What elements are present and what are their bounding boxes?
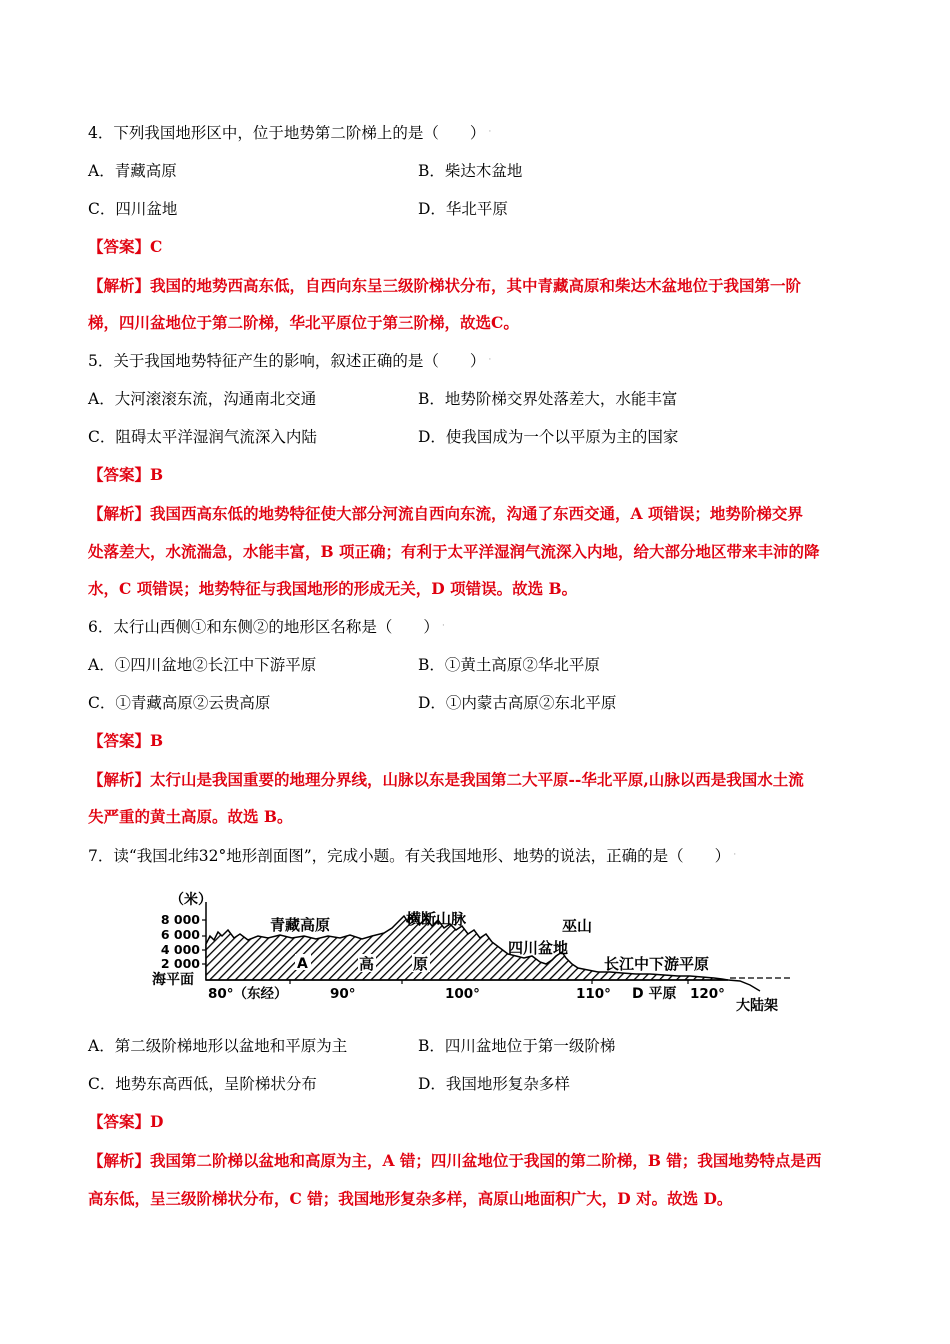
q7-option-d: D．我国地形复杂多样 xyxy=(418,1075,570,1093)
label-qingzang-plateau: 青藏高原 xyxy=(270,916,331,934)
label-sichuan-basin: 四川盆地 xyxy=(508,939,569,957)
q5-option-c: C．阻碍太平洋湿润气流深入内陆 xyxy=(88,428,317,446)
label-a: A xyxy=(297,956,308,972)
label-yuan: 原 xyxy=(413,955,429,973)
x-tick-100: 100° xyxy=(445,986,480,1002)
q5-option-d: D．使我国成为一个以平原为主的国家 xyxy=(418,428,679,446)
label-gao: 高 xyxy=(359,955,375,973)
q4-analysis-line-2: 梯，四川盆地位于第二阶梯，华北平原位于第三阶梯，故选C。 xyxy=(88,313,519,332)
q7-option-b: B．四川盆地位于第一级阶梯 xyxy=(418,1037,616,1055)
q6-option-c: C．①青藏高原②云贵高原 xyxy=(88,694,271,712)
label-hengduan-mountains: 横断山脉 xyxy=(406,910,467,928)
label-d-plain: D 平原 xyxy=(632,986,677,1002)
x-tick-110: 110° xyxy=(576,986,611,1002)
x-tick-80: 80°（东经） xyxy=(208,986,288,1002)
q4-option-c: C．四川盆地 xyxy=(88,200,178,218)
sea-level-label: 海平面 xyxy=(152,972,194,988)
q4-analysis-line-1: 【解析】我国的地势西高东低，自西向东呈三级阶梯状分布，其中青藏高原和柴达木盆地位于我国第一阶 xyxy=(88,276,802,295)
q4-option-d: D．华北平原 xyxy=(418,200,508,218)
q6-analysis-line-1: 【解析】太行山是我国重要的地理分界线，山脉以东是我国第二大平原--华北平原,山脉以西是我国水土流 xyxy=(88,770,804,789)
terrain-profile-diagram xyxy=(150,886,795,1016)
q5-analysis-line-2: 处落差大，水流湍急，水能丰富，B 项正确；有利于太平洋湿润气流深入内地，给大部分地区带来丰沛的降 xyxy=(88,542,820,561)
q6-answer: 【答案】B xyxy=(88,731,164,750)
x-tick-90: 90° xyxy=(330,986,356,1002)
q6-option-a: A．①四川盆地②长江中下游平原 xyxy=(88,656,317,674)
q7-option-a: A．第二级阶梯地形以盆地和平原为主 xyxy=(88,1037,348,1055)
q5-analysis-line-1: 【解析】我国西高东低的地势特征使大部分河流自西向东流，沟通了东西交通，A 项错误；地势阶梯交界 xyxy=(88,504,803,523)
q7-analysis-line-2: 高东低，呈三级阶梯状分布，C 错；我国地形复杂多样，高原山地面积广大，D 对。故选 D。 xyxy=(88,1189,733,1208)
q5-answer: 【答案】B xyxy=(88,465,164,484)
q7-answer: 【答案】D xyxy=(88,1112,164,1131)
q4-answer: 【答案】C xyxy=(88,237,163,256)
q5-stem: 5．关于我国地势特征产生的影响，叙述正确的是（ ） ˙ xyxy=(88,352,493,370)
q4-stem: 4．下列我国地形区中，位于地势第二阶梯上的是（ ） ˙ xyxy=(88,124,493,142)
q5-analysis-line-3: 水，C 项错误；地势特征与我国地形的形成无关，D 项错误。故选 B。 xyxy=(88,579,578,598)
q7-option-c: C．地势东高西低，呈阶梯状分布 xyxy=(88,1075,317,1093)
q6-stem: 6．太行山西侧①和东侧②的地形区名称是（ ） ˙ xyxy=(88,618,446,636)
q7-stem: 7．读“我国北纬32°地形剖面图”，完成小题。有关我国地形、地势的说法，正确的是（ ） ˙ xyxy=(88,847,738,865)
label-continental-shelf: 大陆架 xyxy=(736,998,778,1014)
q6-option-b: B．①黄土高原②华北平原 xyxy=(418,656,600,674)
shelf-slope xyxy=(728,980,760,991)
label-changjiang-plain: 长江中下游平原 xyxy=(604,955,710,973)
y-tick-2000: 2 000 xyxy=(160,956,200,971)
q5-option-b: B．地势阶梯交界处落差大，水能丰富 xyxy=(418,390,678,408)
profile-unit: （米） xyxy=(170,892,212,908)
y-tick-6000: 6 000 xyxy=(160,927,200,942)
y-tick-4000: 4 000 xyxy=(160,942,200,957)
q6-analysis-line-2: 失严重的黄土高原。故选 B。 xyxy=(88,807,293,826)
q5-option-a: A．大河滚滚东流，沟通南北交通 xyxy=(88,390,317,408)
y-tick-8000: 8 000 xyxy=(160,912,200,927)
q6-option-d: D．①内蒙古高原②东北平原 xyxy=(418,694,617,712)
label-wushan: 巫山 xyxy=(562,917,593,935)
q4-option-b: B．柴达木盆地 xyxy=(418,162,523,180)
q4-option-a: A．青藏高原 xyxy=(88,162,177,180)
q7-analysis-line-1: 【解析】我国第二阶梯以盆地和高原为主，A 错；四川盆地位于我国的第二阶梯，B 错；我国地势特点是西 xyxy=(88,1151,822,1170)
x-tick-120: 120° xyxy=(690,986,725,1002)
